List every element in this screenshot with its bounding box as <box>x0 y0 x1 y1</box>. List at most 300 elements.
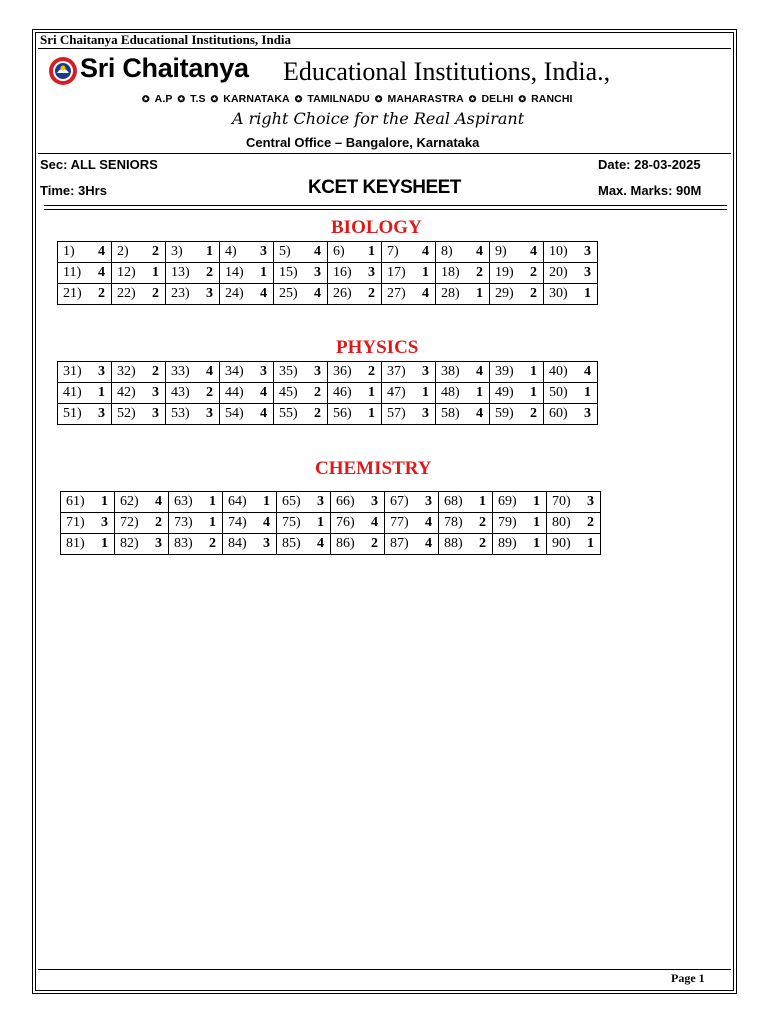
question-number: 51) <box>63 406 82 421</box>
answer-key: 2 <box>155 515 162 530</box>
state-item: T.S <box>190 93 206 105</box>
answer-key: 2 <box>530 406 537 421</box>
biology-key-table <box>57 241 598 305</box>
key-cell <box>382 362 436 383</box>
question-number: 87) <box>390 536 409 551</box>
question-number: 43) <box>171 385 190 400</box>
answer-key: 1 <box>587 536 594 551</box>
central-office: Central Office – Bangalore, Karnataka <box>246 135 480 150</box>
key-cell <box>544 263 598 284</box>
answer-key: 4 <box>314 244 321 259</box>
key-cell <box>169 513 223 534</box>
key-cell <box>115 492 169 513</box>
question-number: 60) <box>549 406 568 421</box>
question-number: 86) <box>336 536 355 551</box>
question-number: 73) <box>174 515 193 530</box>
answer-key: 4 <box>476 406 483 421</box>
question-number: 90) <box>552 536 571 551</box>
answer-key: 3 <box>587 494 594 509</box>
question-number: 35) <box>279 364 298 379</box>
tagline: A right Choice for the Real Aspirant <box>232 109 525 128</box>
key-cell <box>223 513 277 534</box>
key-cell <box>547 534 601 555</box>
key-cell <box>328 242 382 263</box>
question-number: 16) <box>333 265 352 280</box>
key-cell <box>382 404 436 425</box>
key-cell <box>544 383 598 404</box>
key-cell <box>223 534 277 555</box>
answer-key: 2 <box>479 515 486 530</box>
key-cell <box>544 404 598 425</box>
state-list <box>142 93 573 105</box>
question-number: 39) <box>495 364 514 379</box>
question-number: 88) <box>444 536 463 551</box>
key-cell <box>544 362 598 383</box>
table-row <box>58 263 598 284</box>
answer-key: 1 <box>263 494 270 509</box>
question-number: 85) <box>282 536 301 551</box>
page-title: KCET KEYSHEET <box>308 177 461 198</box>
question-number: 5) <box>279 244 291 259</box>
key-cell <box>274 362 328 383</box>
answer-key: 4 <box>314 286 321 301</box>
key-cell <box>112 404 166 425</box>
answer-key: 4 <box>98 265 105 280</box>
key-cell <box>223 492 277 513</box>
answer-key: 3 <box>206 286 213 301</box>
question-number: 69) <box>498 494 517 509</box>
question-number: 61) <box>66 494 85 509</box>
answer-key: 1 <box>206 244 213 259</box>
answer-key: 1 <box>476 385 483 400</box>
key-cell <box>547 513 601 534</box>
exam-date: Date: 28-03-2025 <box>598 157 701 172</box>
question-number: 22) <box>117 286 136 301</box>
answer-key: 2 <box>530 265 537 280</box>
key-cell <box>382 383 436 404</box>
answer-key: 3 <box>314 265 321 280</box>
question-number: 7) <box>387 244 399 259</box>
answer-key: 1 <box>533 536 540 551</box>
key-cell <box>385 534 439 555</box>
answer-key: 1 <box>152 265 159 280</box>
question-number: 67) <box>390 494 409 509</box>
question-number: 29) <box>495 286 514 301</box>
answer-key: 1 <box>368 385 375 400</box>
question-number: 4) <box>225 244 237 259</box>
question-number: 21) <box>63 286 82 301</box>
key-cell <box>436 383 490 404</box>
question-number: 77) <box>390 515 409 530</box>
key-cell <box>328 284 382 305</box>
answer-key: 1 <box>368 406 375 421</box>
key-cell <box>277 492 331 513</box>
brand-subtitle: Educational Institutions, India., <box>283 57 611 86</box>
answer-key: 1 <box>368 244 375 259</box>
table-row <box>58 362 598 383</box>
question-number: 50) <box>549 385 568 400</box>
key-cell <box>274 383 328 404</box>
answer-key: 3 <box>155 536 162 551</box>
bullet-icon: ✪ <box>142 93 150 104</box>
key-cell <box>331 492 385 513</box>
key-cell <box>274 263 328 284</box>
key-cell <box>166 404 220 425</box>
bullet-icon: ✪ <box>177 93 186 104</box>
key-cell <box>112 263 166 284</box>
question-number: 30) <box>549 286 568 301</box>
question-number: 74) <box>228 515 247 530</box>
key-cell <box>274 284 328 305</box>
state-item: A.P <box>154 93 173 105</box>
answer-key: 4 <box>260 406 267 421</box>
answer-key: 3 <box>263 536 270 551</box>
key-cell <box>439 492 493 513</box>
answer-key: 2 <box>314 406 321 421</box>
key-cell <box>490 362 544 383</box>
answer-key: 3 <box>98 364 105 379</box>
key-cell <box>382 242 436 263</box>
question-number: 83) <box>174 536 193 551</box>
page-number: Page 1 <box>671 971 705 985</box>
key-cell <box>58 242 112 263</box>
answer-key: 2 <box>314 385 321 400</box>
state-item: KARNATAKA <box>223 93 290 105</box>
question-number: 12) <box>117 265 136 280</box>
key-cell <box>112 242 166 263</box>
answer-key: 2 <box>368 286 375 301</box>
key-cell <box>166 362 220 383</box>
question-number: 9) <box>495 244 507 259</box>
answer-key: 2 <box>152 286 159 301</box>
question-number: 52) <box>117 406 136 421</box>
answer-key: 4 <box>206 364 213 379</box>
state-item: TAMILNADU <box>307 93 370 105</box>
answer-key: 4 <box>584 364 591 379</box>
key-cell <box>220 383 274 404</box>
question-number: 56) <box>333 406 352 421</box>
max-marks: Max. Marks: 90M <box>598 183 702 198</box>
question-number: 1) <box>63 244 75 259</box>
state-item: DELHI <box>481 93 514 105</box>
key-cell <box>169 534 223 555</box>
question-number: 38) <box>441 364 460 379</box>
question-number: 44) <box>225 385 244 400</box>
question-number: 41) <box>63 385 82 400</box>
key-cell <box>61 534 115 555</box>
answer-key: 4 <box>260 286 267 301</box>
answer-key: 3 <box>206 406 213 421</box>
question-number: 15) <box>279 265 298 280</box>
chemistry-key-table <box>60 491 601 555</box>
key-cell <box>115 513 169 534</box>
key-cell <box>493 492 547 513</box>
question-number: 71) <box>66 515 85 530</box>
answer-key: 1 <box>317 515 324 530</box>
question-number: 31) <box>63 364 82 379</box>
key-cell <box>385 492 439 513</box>
key-cell <box>490 242 544 263</box>
question-number: 62) <box>120 494 139 509</box>
question-number: 6) <box>333 244 345 259</box>
answer-key: 2 <box>206 265 213 280</box>
question-number: 19) <box>495 265 514 280</box>
key-cell <box>166 263 220 284</box>
institution-logo <box>48 56 78 86</box>
question-number: 20) <box>549 265 568 280</box>
state-item: RANCHI <box>531 93 573 105</box>
key-cell <box>490 263 544 284</box>
key-cell <box>331 513 385 534</box>
question-number: 14) <box>225 265 244 280</box>
key-cell <box>58 404 112 425</box>
answer-key: 2 <box>476 265 483 280</box>
question-number: 32) <box>117 364 136 379</box>
question-number: 84) <box>228 536 247 551</box>
bullet-icon: ✪ <box>294 93 303 104</box>
key-cell <box>328 362 382 383</box>
question-number: 54) <box>225 406 244 421</box>
key-cell <box>382 284 436 305</box>
answer-key: 2 <box>368 364 375 379</box>
bullet-icon: ✪ <box>374 93 383 104</box>
question-number: 59) <box>495 406 514 421</box>
key-cell <box>166 242 220 263</box>
key-cell <box>112 383 166 404</box>
key-cell <box>220 284 274 305</box>
key-cell <box>436 404 490 425</box>
question-number: 25) <box>279 286 298 301</box>
question-number: 89) <box>498 536 517 551</box>
answer-key: 4 <box>155 494 162 509</box>
header-divider <box>38 153 731 154</box>
answer-key: 3 <box>152 406 159 421</box>
question-number: 40) <box>549 364 568 379</box>
key-cell <box>274 404 328 425</box>
key-cell <box>328 404 382 425</box>
key-cell <box>436 242 490 263</box>
question-number: 81) <box>66 536 85 551</box>
key-cell <box>490 404 544 425</box>
key-cell <box>115 534 169 555</box>
answer-key: 4 <box>425 515 432 530</box>
key-cell <box>61 513 115 534</box>
answer-key: 1 <box>530 385 537 400</box>
exam-duration: Time: 3Hrs <box>40 183 107 198</box>
question-number: 48) <box>441 385 460 400</box>
question-number: 53) <box>171 406 190 421</box>
question-number: 3) <box>171 244 183 259</box>
title-divider <box>44 205 727 210</box>
answer-key: 1 <box>101 536 108 551</box>
question-number: 27) <box>387 286 406 301</box>
answer-key: 4 <box>371 515 378 530</box>
answer-key: 4 <box>422 244 429 259</box>
key-cell <box>382 263 436 284</box>
question-number: 70) <box>552 494 571 509</box>
question-number: 75) <box>282 515 301 530</box>
answer-key: 1 <box>422 385 429 400</box>
question-number: 64) <box>228 494 247 509</box>
answer-key: 1 <box>422 265 429 280</box>
answer-key: 4 <box>476 244 483 259</box>
answer-key: 1 <box>533 494 540 509</box>
question-number: 80) <box>552 515 571 530</box>
key-cell <box>169 492 223 513</box>
table-row <box>61 492 601 513</box>
answer-key: 1 <box>584 385 591 400</box>
key-cell <box>58 383 112 404</box>
key-cell <box>220 263 274 284</box>
question-number: 18) <box>441 265 460 280</box>
answer-key: 3 <box>584 406 591 421</box>
answer-key: 1 <box>479 494 486 509</box>
header-divider <box>38 48 731 49</box>
question-number: 58) <box>441 406 460 421</box>
table-row <box>58 404 598 425</box>
key-cell <box>58 284 112 305</box>
answer-key: 4 <box>98 244 105 259</box>
top-header-text: Sri Chaitanya Educational Institutions, India <box>40 32 292 47</box>
answer-key: 4 <box>476 364 483 379</box>
section-title-chemistry: CHEMISTRY <box>315 458 432 479</box>
key-cell <box>436 263 490 284</box>
key-cell <box>220 362 274 383</box>
answer-key: 2 <box>479 536 486 551</box>
key-cell <box>277 513 331 534</box>
question-number: 65) <box>282 494 301 509</box>
answer-key: 1 <box>530 364 537 379</box>
table-row <box>58 284 598 305</box>
answer-key: 2 <box>530 286 537 301</box>
answer-key: 2 <box>206 385 213 400</box>
answer-key: 2 <box>152 244 159 259</box>
answer-key: 3 <box>371 494 378 509</box>
key-cell <box>436 284 490 305</box>
question-number: 78) <box>444 515 463 530</box>
footer-divider <box>38 969 731 970</box>
answer-key: 1 <box>209 494 216 509</box>
answer-key: 3 <box>260 244 267 259</box>
question-number: 42) <box>117 385 136 400</box>
question-number: 79) <box>498 515 517 530</box>
answer-key: 1 <box>209 515 216 530</box>
key-cell <box>385 513 439 534</box>
key-cell <box>436 362 490 383</box>
question-number: 72) <box>120 515 139 530</box>
answer-key: 1 <box>533 515 540 530</box>
physics-key-table <box>57 361 598 425</box>
answer-key: 2 <box>152 364 159 379</box>
question-number: 36) <box>333 364 352 379</box>
answer-key: 2 <box>209 536 216 551</box>
section-title-biology: BIOLOGY <box>331 217 422 238</box>
key-cell <box>493 513 547 534</box>
answer-key: 4 <box>263 515 270 530</box>
answer-key: 4 <box>317 536 324 551</box>
answer-key: 3 <box>368 265 375 280</box>
key-cell <box>544 284 598 305</box>
answer-key: 3 <box>152 385 159 400</box>
key-cell <box>220 404 274 425</box>
question-number: 55) <box>279 406 298 421</box>
answer-key: 3 <box>317 494 324 509</box>
section-title-physics: PHYSICS <box>336 337 419 358</box>
question-number: 33) <box>171 364 190 379</box>
question-number: 47) <box>387 385 406 400</box>
answer-key: 1 <box>584 286 591 301</box>
question-number: 2) <box>117 244 129 259</box>
key-cell <box>58 263 112 284</box>
answer-key: 3 <box>425 494 432 509</box>
key-cell <box>166 383 220 404</box>
question-number: 46) <box>333 385 352 400</box>
question-number: 57) <box>387 406 406 421</box>
answer-key: 3 <box>314 364 321 379</box>
key-cell <box>544 242 598 263</box>
answer-key: 3 <box>260 364 267 379</box>
table-row <box>58 242 598 263</box>
answer-key: 2 <box>371 536 378 551</box>
key-cell <box>439 534 493 555</box>
key-cell <box>112 362 166 383</box>
brand-name: Sri Chaitanya <box>80 53 249 83</box>
question-number: 82) <box>120 536 139 551</box>
question-number: 10) <box>549 244 568 259</box>
question-number: 49) <box>495 385 514 400</box>
answer-key: 2 <box>587 515 594 530</box>
table-row <box>61 513 601 534</box>
question-number: 8) <box>441 244 453 259</box>
section-label: Sec: ALL SENIORS <box>40 157 158 172</box>
answer-key: 1 <box>98 385 105 400</box>
table-row <box>61 534 601 555</box>
question-number: 37) <box>387 364 406 379</box>
answer-key: 3 <box>101 515 108 530</box>
answer-key: 4 <box>530 244 537 259</box>
answer-key: 4 <box>260 385 267 400</box>
key-cell <box>328 263 382 284</box>
key-cell <box>277 534 331 555</box>
key-cell <box>547 492 601 513</box>
state-item: MAHARASTRA <box>387 93 464 105</box>
answer-key: 4 <box>425 536 432 551</box>
answer-key: 1 <box>101 494 108 509</box>
answer-key: 1 <box>260 265 267 280</box>
question-number: 76) <box>336 515 355 530</box>
key-cell <box>493 534 547 555</box>
question-number: 26) <box>333 286 352 301</box>
answer-key: 3 <box>584 265 591 280</box>
answer-key: 3 <box>584 244 591 259</box>
question-number: 24) <box>225 286 244 301</box>
key-cell <box>61 492 115 513</box>
bullet-icon: ✪ <box>468 93 477 104</box>
question-number: 17) <box>387 265 406 280</box>
question-number: 11) <box>63 265 82 280</box>
question-number: 68) <box>444 494 463 509</box>
key-cell <box>328 383 382 404</box>
question-number: 28) <box>441 286 460 301</box>
key-cell <box>220 242 274 263</box>
answer-key: 4 <box>422 286 429 301</box>
question-number: 63) <box>174 494 193 509</box>
key-cell <box>439 513 493 534</box>
answer-key: 3 <box>98 406 105 421</box>
bullet-icon: ✪ <box>210 93 219 104</box>
answer-key: 3 <box>422 406 429 421</box>
key-cell <box>112 284 166 305</box>
